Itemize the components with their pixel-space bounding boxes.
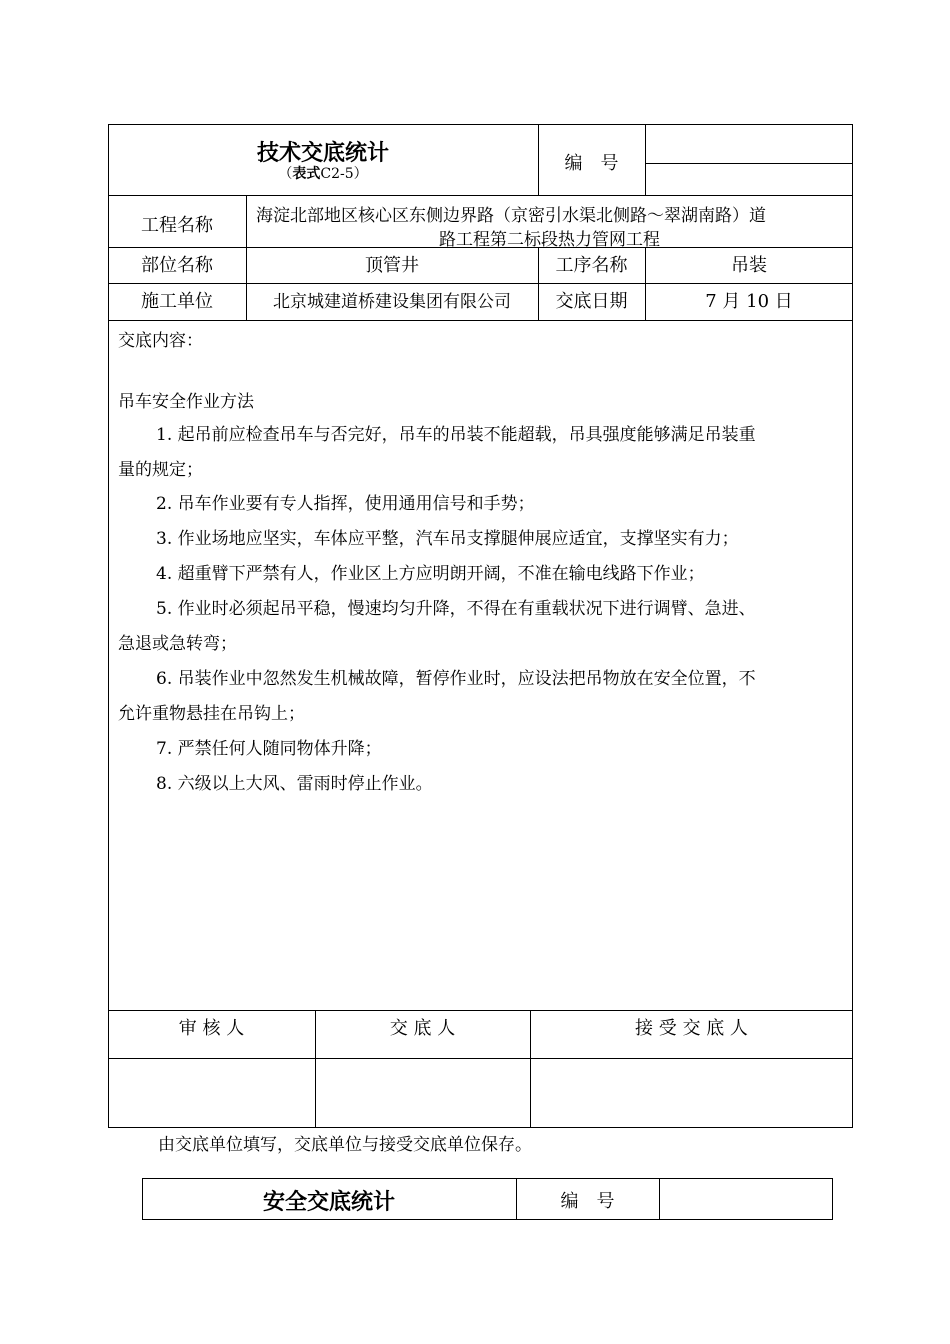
form-code-prefix: 表式 [292,166,321,182]
receiver-signature-field[interactable] [531,1059,852,1127]
second-number-field[interactable] [660,1179,832,1219]
content-item: 5. 作业时必须起吊平稳，慢速均匀升降，不得在有重载状况下进行调臂、急进、 [156,599,756,619]
form-title: 技术交底统计 [256,140,389,166]
content-heading: 吊车安全作业方法 [118,392,254,412]
row-divider [108,195,853,196]
number-field-1[interactable] [646,125,852,163]
presenter-label: 交 底 人 [389,1018,456,1039]
footnote: 由交底单位填写，交底单位与接受交底单位保存。 [158,1135,532,1155]
part-name-label: 部位名称 [141,255,213,276]
reviewer-signature-field[interactable] [109,1059,315,1127]
content-item-continuation: 允许重物悬挂在吊钩上； [118,704,305,724]
construction-unit-label: 施工单位 [141,291,213,312]
content-item-continuation: 急退或急转弯； [118,634,237,654]
receiver-label: 接 受 交 底 人 [635,1018,748,1039]
content-item: 1. 起吊前应检查吊车与否完好，吊车的吊装不能超载，吊具强度能够满足吊装重 [156,425,756,445]
process-name-value: 吊装 [731,255,767,276]
reviewer-label: 审 核 人 [178,1018,245,1039]
form-code-value: C2-5 [320,166,354,182]
content-item: 4. 超重臂下严禁有人，作业区上方应明朗开阔，不准在输电线路下作业； [156,564,705,584]
project-name-line-1: 海淀北部地区核心区东侧边界路（京密引水渠北侧路～翠湖南路）道 [256,206,766,226]
content-label: 交底内容： [118,331,203,351]
project-name-line-2: 路工程第二标段热力管网工程 [439,230,660,250]
disclosure-date-label: 交底日期 [555,291,628,312]
second-number-label: 编 号 [560,1191,615,1212]
row-divider [108,283,853,284]
row-divider [108,320,853,321]
construction-unit-value: 北京城建道桥建设集团有限公司 [273,292,511,312]
part-name-value: 顶管井 [365,255,419,276]
content-item: 7. 严禁任何人随同物体升降； [156,739,382,759]
disclosure-date-value: 7 月 10 日 [705,291,793,312]
form-code: （表式C2-5） [278,166,368,182]
number-label: 编 号 [564,153,619,174]
process-name-label: 工序名称 [555,255,628,276]
second-form-title: 安全交底统计 [262,1189,395,1215]
content-item: 8. 六级以上大风、雷雨时停止作业。 [156,774,433,794]
row-divider [108,1010,853,1011]
presenter-signature-field[interactable] [316,1059,530,1127]
content-item: 6. 吊装作业中忽然发生机械故障，暂停作业时，应设法把吊物放在安全位置，不 [156,669,756,689]
project-name-label: 工程名称 [141,215,213,236]
content-item: 3. 作业场地应坚实，车体应平整，汽车吊支撑腿伸展应适宜，支撑坚实有力； [156,529,739,549]
content-item: 2. 吊车作业要有专人指挥，使用通用信号和手势； [156,494,535,514]
number-field-2[interactable] [646,164,852,195]
content-item-continuation: 量的规定； [118,460,203,480]
